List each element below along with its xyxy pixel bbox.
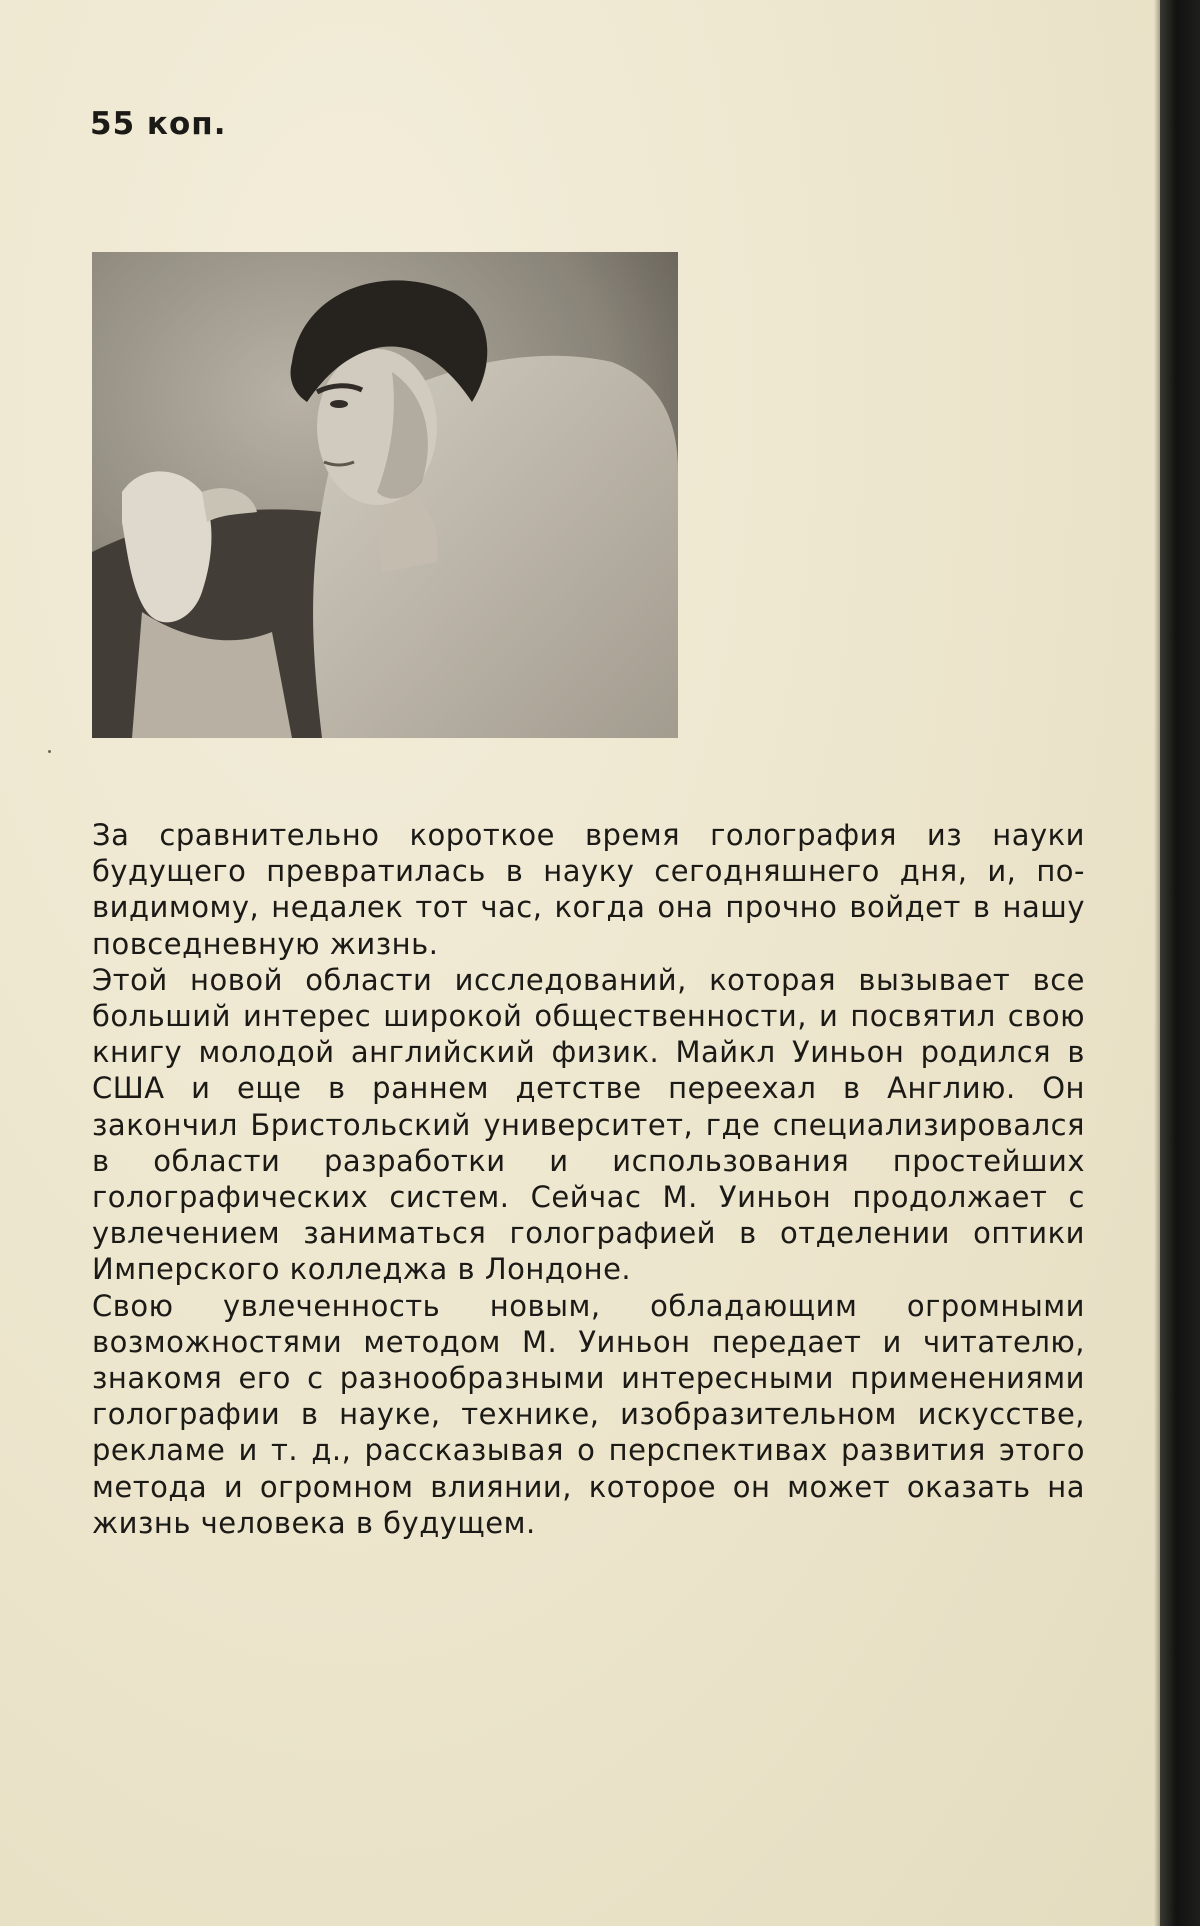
author-photo-illustration — [92, 252, 678, 738]
author-photo — [92, 252, 678, 738]
price-label: 55 коп. — [90, 106, 227, 142]
description-paragraph-2: Этой новой области исследований, которая вызывает все больший интерес широкой общественности, и посвятил свою книгу молодой английский физик. Майкл Уиньон родился в США и еще в раннем детстве переехал в Англию. Он закончил Бристольский университет, где специализировался в области разработки и использования простейших голографических систем. Сейчас М. Уиньон продолжает с увлечением заниматься голографией в отделении оптики Имперского колледжа в Лондоне. — [92, 962, 1085, 1287]
book-description — [92, 817, 1085, 1541]
photo-grain — [92, 252, 678, 738]
paper-speck — [48, 750, 51, 753]
description-paragraph-3: Свою увлеченность новым, обладающим огромными возможностями методом М. Уиньон передает и читателю, знакомя его с разнообразными интересными применениями голографии в науке, технике, изобразительном искусстве, рекламе и т. д., рассказывая о перспективах развития этого метода и огромном влиянии, которое он может оказать на жизнь человека в будущем. — [92, 1288, 1085, 1540]
description-paragraph-1: За сравнительно короткое время голография из науки будущего превратилась в науку сегодняшнего дня, и, по-видимому, недалек тот час, когда она прочно войдет в нашу повседневную жизнь. — [92, 818, 1085, 961]
book-spine — [1160, 0, 1200, 1926]
